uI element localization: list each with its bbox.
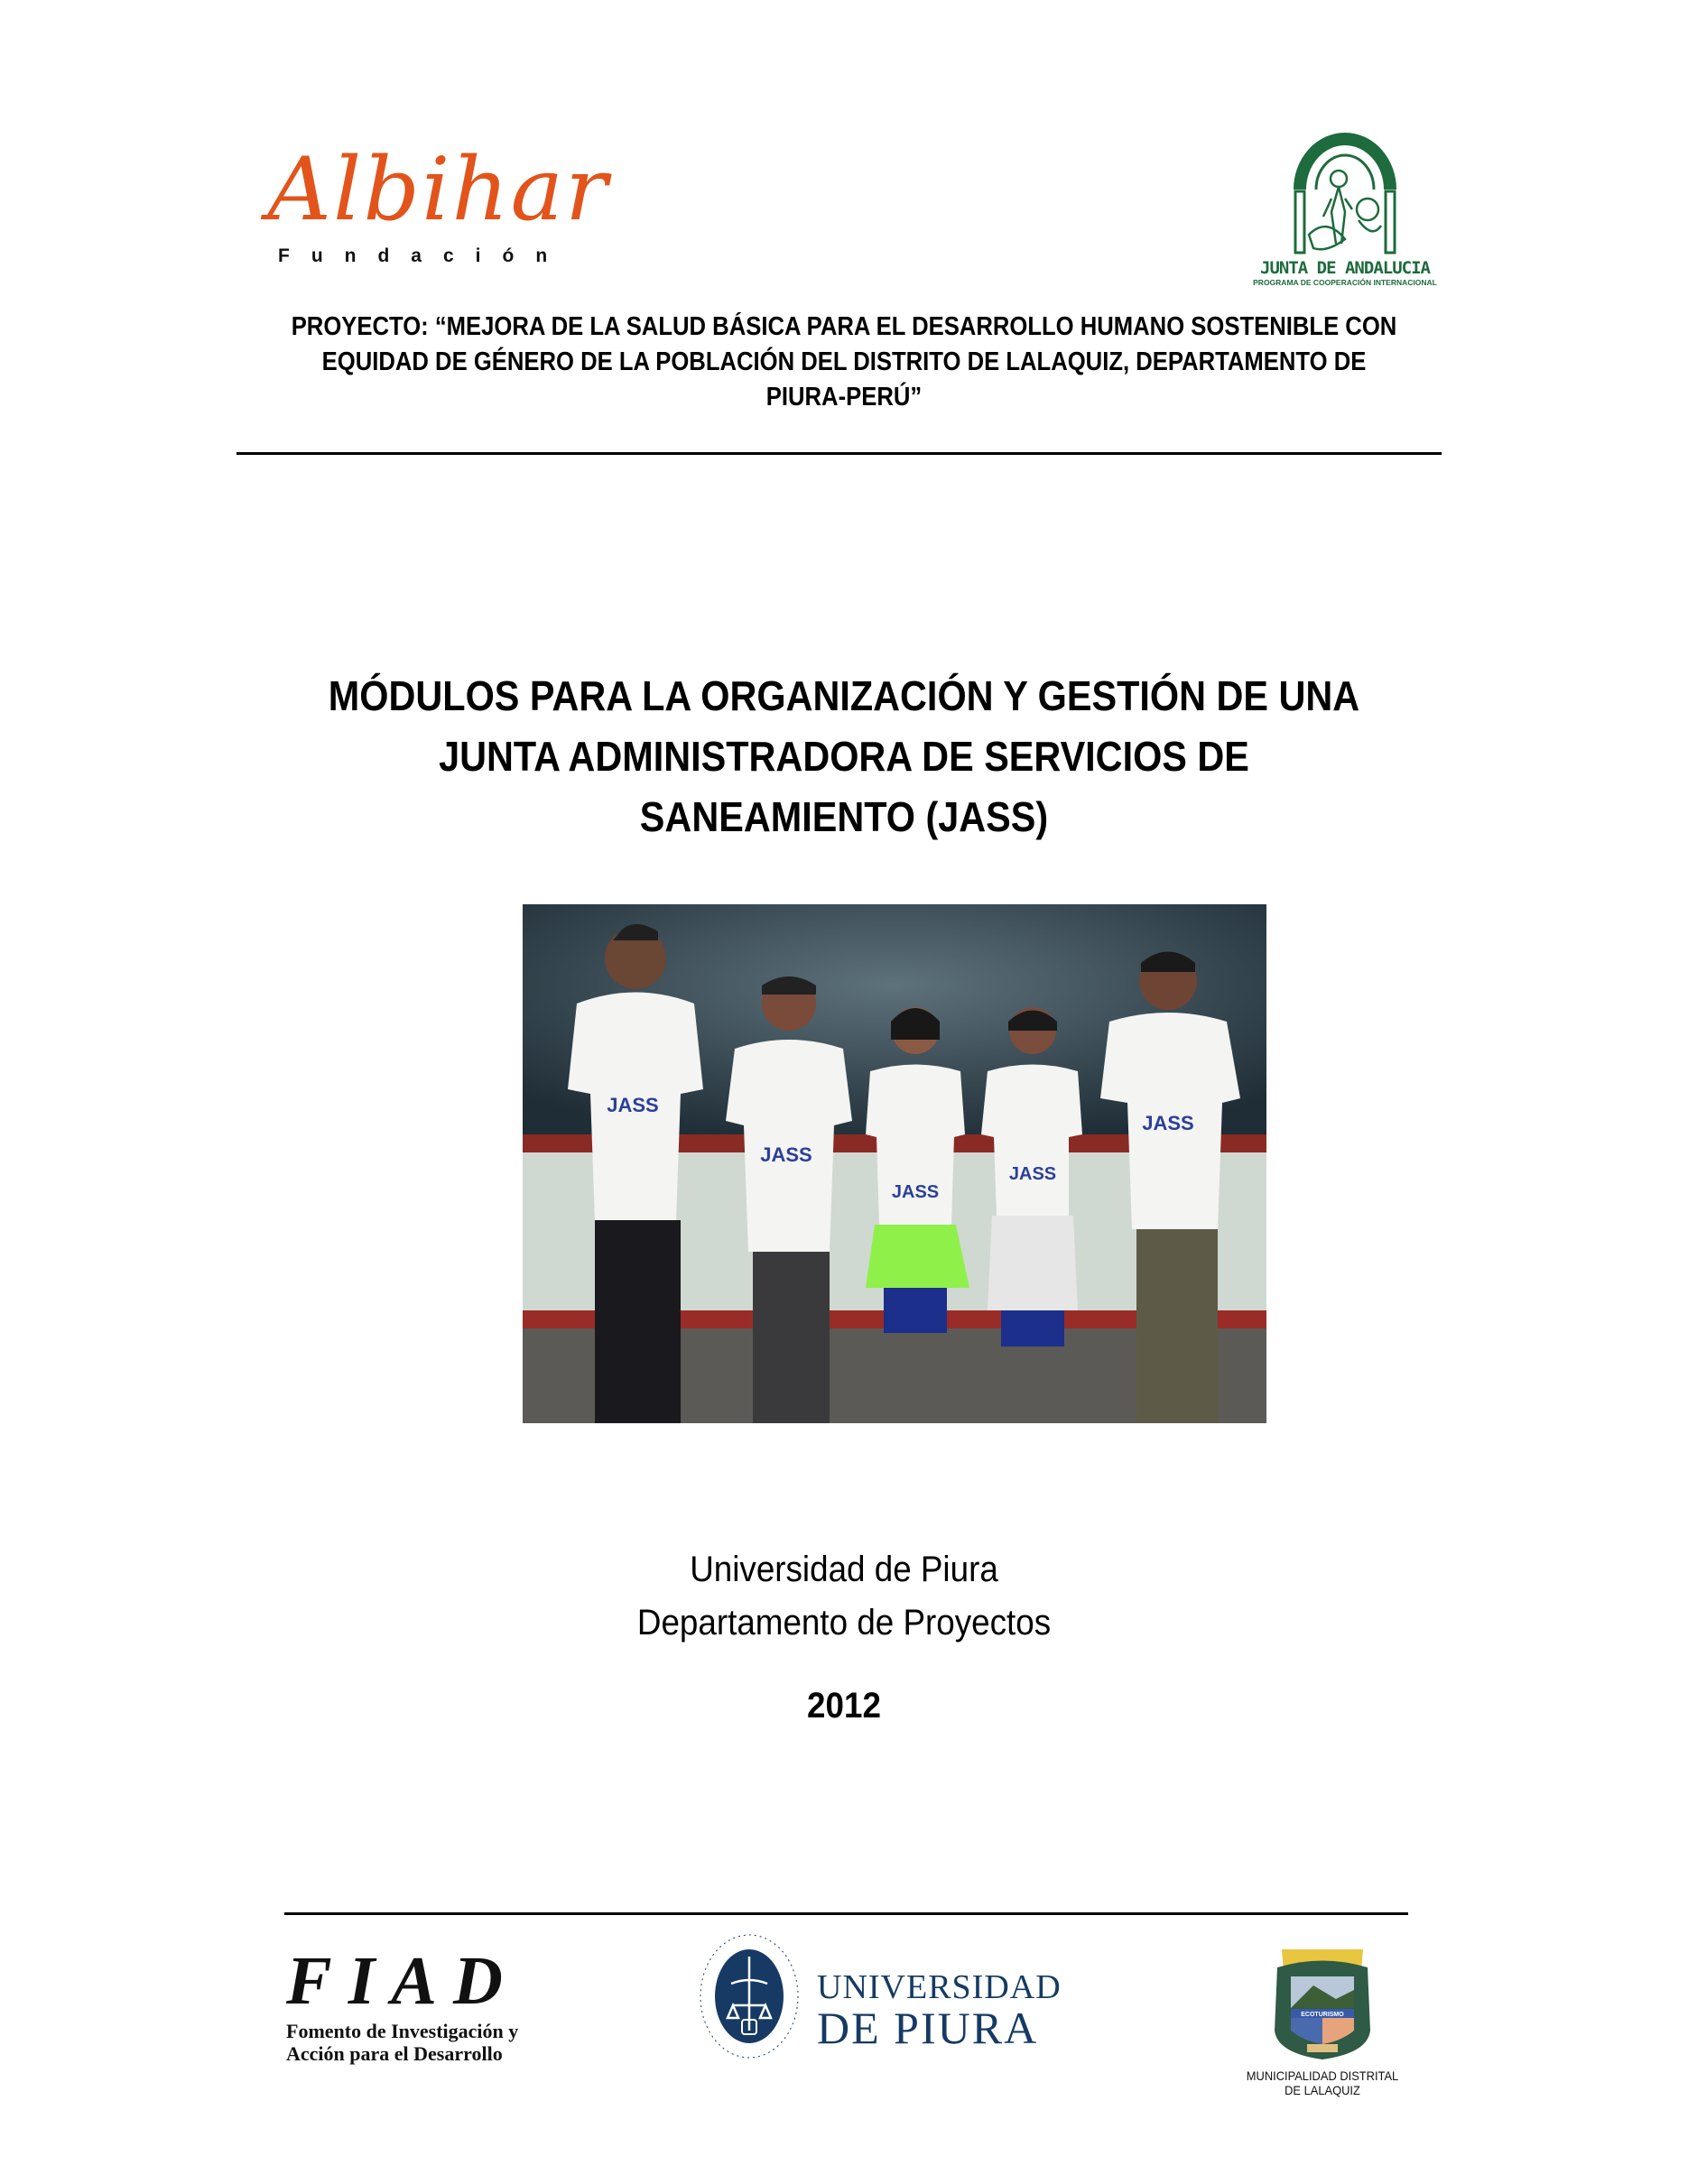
udep-wordmark-line2: DE PIURA [817,2003,1039,2053]
university-name: Universidad de Piura [690,1550,998,1589]
fiad-logo [284,1943,555,2067]
white-apron [988,1216,1078,1310]
title-line: SANEAMIENTO (JASS) [639,793,1049,840]
municipality-caption-line: MUNICIPALIDAD DISTRITAL [1246,2068,1399,2083]
department-name: Departamento de Proyectos [636,1603,1052,1643]
junta-andalucia-name: JUNTA DE ANDALUCIA [1260,258,1430,278]
project-line: EQUIDAD DE GÉNERO DE LA POBLACIÓN DEL DISTRITO DE LALAQUIZ, DEPARTAMENTO DE [321,347,1367,376]
albihar-wordmark: Albihar [267,139,609,240]
project-line: PIURA-PERÚ” [765,383,923,412]
project-description [288,310,1401,415]
institution-block [400,1543,1288,1650]
udep-wordmark-line1: UNIVERSIDAD [817,1968,1062,2006]
andalucia-emblem-icon [1237,126,1453,257]
fiad-subtitle-line: Acción para el Desarrollo [286,2042,503,2065]
footer-divider [284,1912,1408,1915]
junta-andalucia-logo [1237,126,1453,293]
publication-year: 2012 [807,1686,881,1726]
fiad-wordmark: FIAD [286,1943,519,2019]
municipality-caption [1235,2068,1409,2097]
crest-band-text: ECOTURISMO [1301,2012,1344,2018]
shirt-label: JASS [1142,1112,1194,1134]
udep-seal-icon [695,1931,803,2062]
shirt-label: JASS [1008,1164,1057,1184]
shirt-label: JASS [760,1143,812,1166]
document-title [247,666,1442,847]
title-line: JUNTA ADMINISTRADORA DE SERVICIOS DE [439,733,1249,780]
fiad-subtitle-line: Fomento de Investigación y [286,2020,519,2042]
green-skirt [866,1225,969,1288]
group-photo-illustration [523,904,1266,1423]
albihar-subtitle: Fundación [278,245,570,266]
lalaquiz-crest-icon [1228,1940,1417,2062]
project-line: PROYECTO: “MEJORA DE LA SALUD BÁSICA PARA EL DESARROLLO HUMANO SOSTENIBLE CON [291,312,1397,341]
title-line: MÓDULOS PARA LA ORGANIZACIÓN Y GESTIÓN DE UNA [328,672,1360,719]
header-divider [237,452,1442,455]
shirt-label: JASS [891,1182,940,1202]
junta-andalucia-subtitle: PROGRAMA DE COOPERACIÓN INTERNACIONAL [1253,278,1437,287]
municipalidad-lalaquiz-logo [1228,1940,1417,2098]
universidad-de-piura-logo [695,1931,1062,2062]
shirt-label: JASS [607,1094,659,1116]
cover-photo [523,904,1266,1423]
municipality-caption-line: DE LALAQUIZ [1285,2083,1360,2097]
albihar-logo [267,139,609,275]
